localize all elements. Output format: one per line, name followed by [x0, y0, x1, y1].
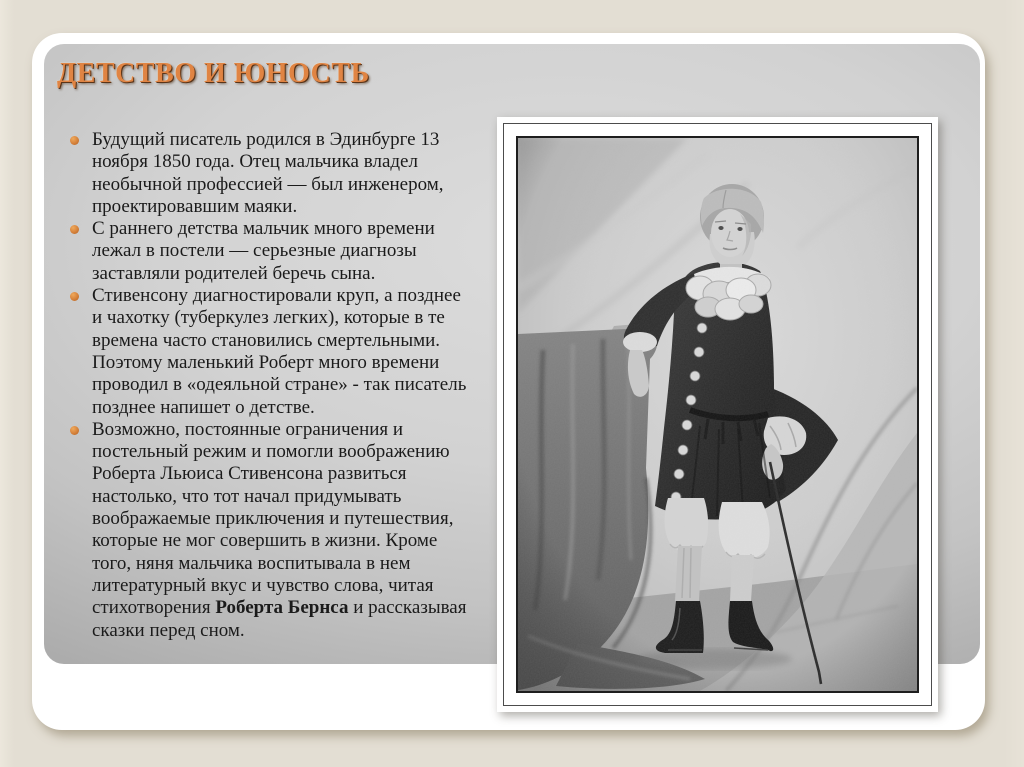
bullet-list	[68, 129, 472, 642]
portrait-photo-frame	[497, 117, 938, 712]
bullet-text-bold: Роберта Бернса	[215, 597, 349, 619]
bullet-dot-icon	[70, 292, 79, 301]
bullet-dot-icon	[70, 136, 79, 145]
bullet-text: Стивенсону диагностировали круп, а позднее и чахотку (туберкулез легких), которые в те времена часто становились смертельными. Поэтому маленький Роберт много времени проводил в «одеяльной стране» - так писатель позднее напишет о детстве.	[92, 285, 467, 418]
bullet-dot-icon	[70, 225, 79, 234]
portrait-photo	[516, 136, 919, 693]
bullet-text-part: и рассказывая сказки перед сном.	[92, 597, 467, 641]
bullet-dot-icon	[70, 426, 79, 435]
bullet-item	[68, 285, 472, 419]
bullet-text-part: Возможно, постоянные ограничения и постельный режим и помогли воображению Роберта Льюиса Стивенсона развиться настолько, что тот начал придумывать воображаемые приключения и путешествия, которые не мог совершить в жизни. Кроме того, няня мальчика воспитывала в нем литературный вкус и чувство слова, читая стихотворения	[92, 418, 454, 619]
bullet-text: Будущий писатель родился в Эдинбурге 13 ноября 1850 года. Отец мальчика владел необычной профессией — был инженером, проектировавшим маяки.	[92, 129, 444, 217]
bullet-item	[68, 129, 472, 218]
bullet-text: С раннего детства мальчик много времени лежал в постели — серьезные диагнозы заставляли родителей беречь сына.	[92, 218, 435, 284]
bullet-item	[68, 218, 472, 285]
bullet-item	[68, 419, 472, 642]
slide-title: ДЕТСТВО И ЮНОСТЬ	[57, 58, 370, 89]
bullet-text	[92, 419, 466, 641]
